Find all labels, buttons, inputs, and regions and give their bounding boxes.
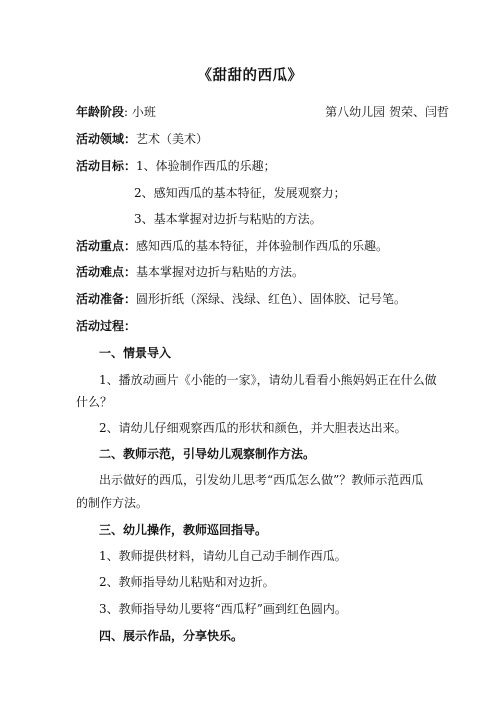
section-3-para-1: 1、教师提供材料，请幼儿自己动手制作西瓜。 [99,549,347,563]
prep-line [76,291,406,307]
age-line [76,104,156,120]
difficulty-label: 活动难点： [76,265,137,279]
prep-label: 活动准备： [76,292,137,306]
section-3-heading: 三、幼儿操作，教师巡回指导。 [99,523,268,537]
prep-value: 圆形折纸（深绿、浅绿、红色）、固体胶、记号笔。 [136,292,407,306]
goal-label: 活动目标： [76,159,137,173]
process-label: 活动过程： [76,319,137,333]
age-value: : 小班 [124,105,156,119]
goal-item-3: 3、基本掌握对边折与粘贴的方法。 [134,212,322,226]
goal-line [76,158,276,174]
document-title: 《甜甜的西瓜》 [197,67,303,84]
section-1-para-1-line-1: 1、播放动画片《小能的一家》，请幼儿看看小熊妈妈正在什么做 [99,373,437,387]
section-3-para-3: 3、教师指导幼儿要将“西瓜籽”画到红色圆内。 [99,602,347,616]
section-2-para-1-line-2: 的制作方法。 [76,496,149,510]
key-value: 感知西瓜的基本特征，并体验制作西瓜的乐趣。 [136,239,389,253]
key-label: 活动重点： [76,239,137,253]
age-label: 年龄阶段 [76,105,125,119]
section-2-para-1-line-1: 出示做好的西瓜，引发幼儿思考“西瓜怎么做”？教师示范西瓜 [99,473,424,487]
difficulty-value: 基本掌握对边折与粘贴的方法。 [136,265,305,279]
section-1-para-1-line-2: 什么？ [76,395,113,409]
section-2-heading: 二、教师示范，引导幼儿观察制作方法。 [99,447,316,461]
section-1-para-2: 2、请幼儿仔细观察西瓜的形状和颜色，并大胆表达出来。 [99,421,407,435]
goal-item-2: 2、感知西瓜的基本特征，发展观察力； [134,186,346,200]
field-label: 活动领域： [76,132,137,146]
section-3-para-2: 2、教师指导幼儿粘贴和对边折。 [99,575,275,589]
field-value: 艺术（美术） [136,132,209,146]
section-1-heading: 一、情景导入 [99,346,172,360]
key-line [76,238,388,254]
field-line [76,131,208,147]
goal-item-1: 1、体验制作西瓜的乐趣； [136,159,276,173]
author-text: 第八幼儿园 贺荣、闫哲 [325,105,449,119]
difficulty-line [76,264,304,280]
section-4-heading: 四、展示作品，分享快乐。 [99,629,244,643]
